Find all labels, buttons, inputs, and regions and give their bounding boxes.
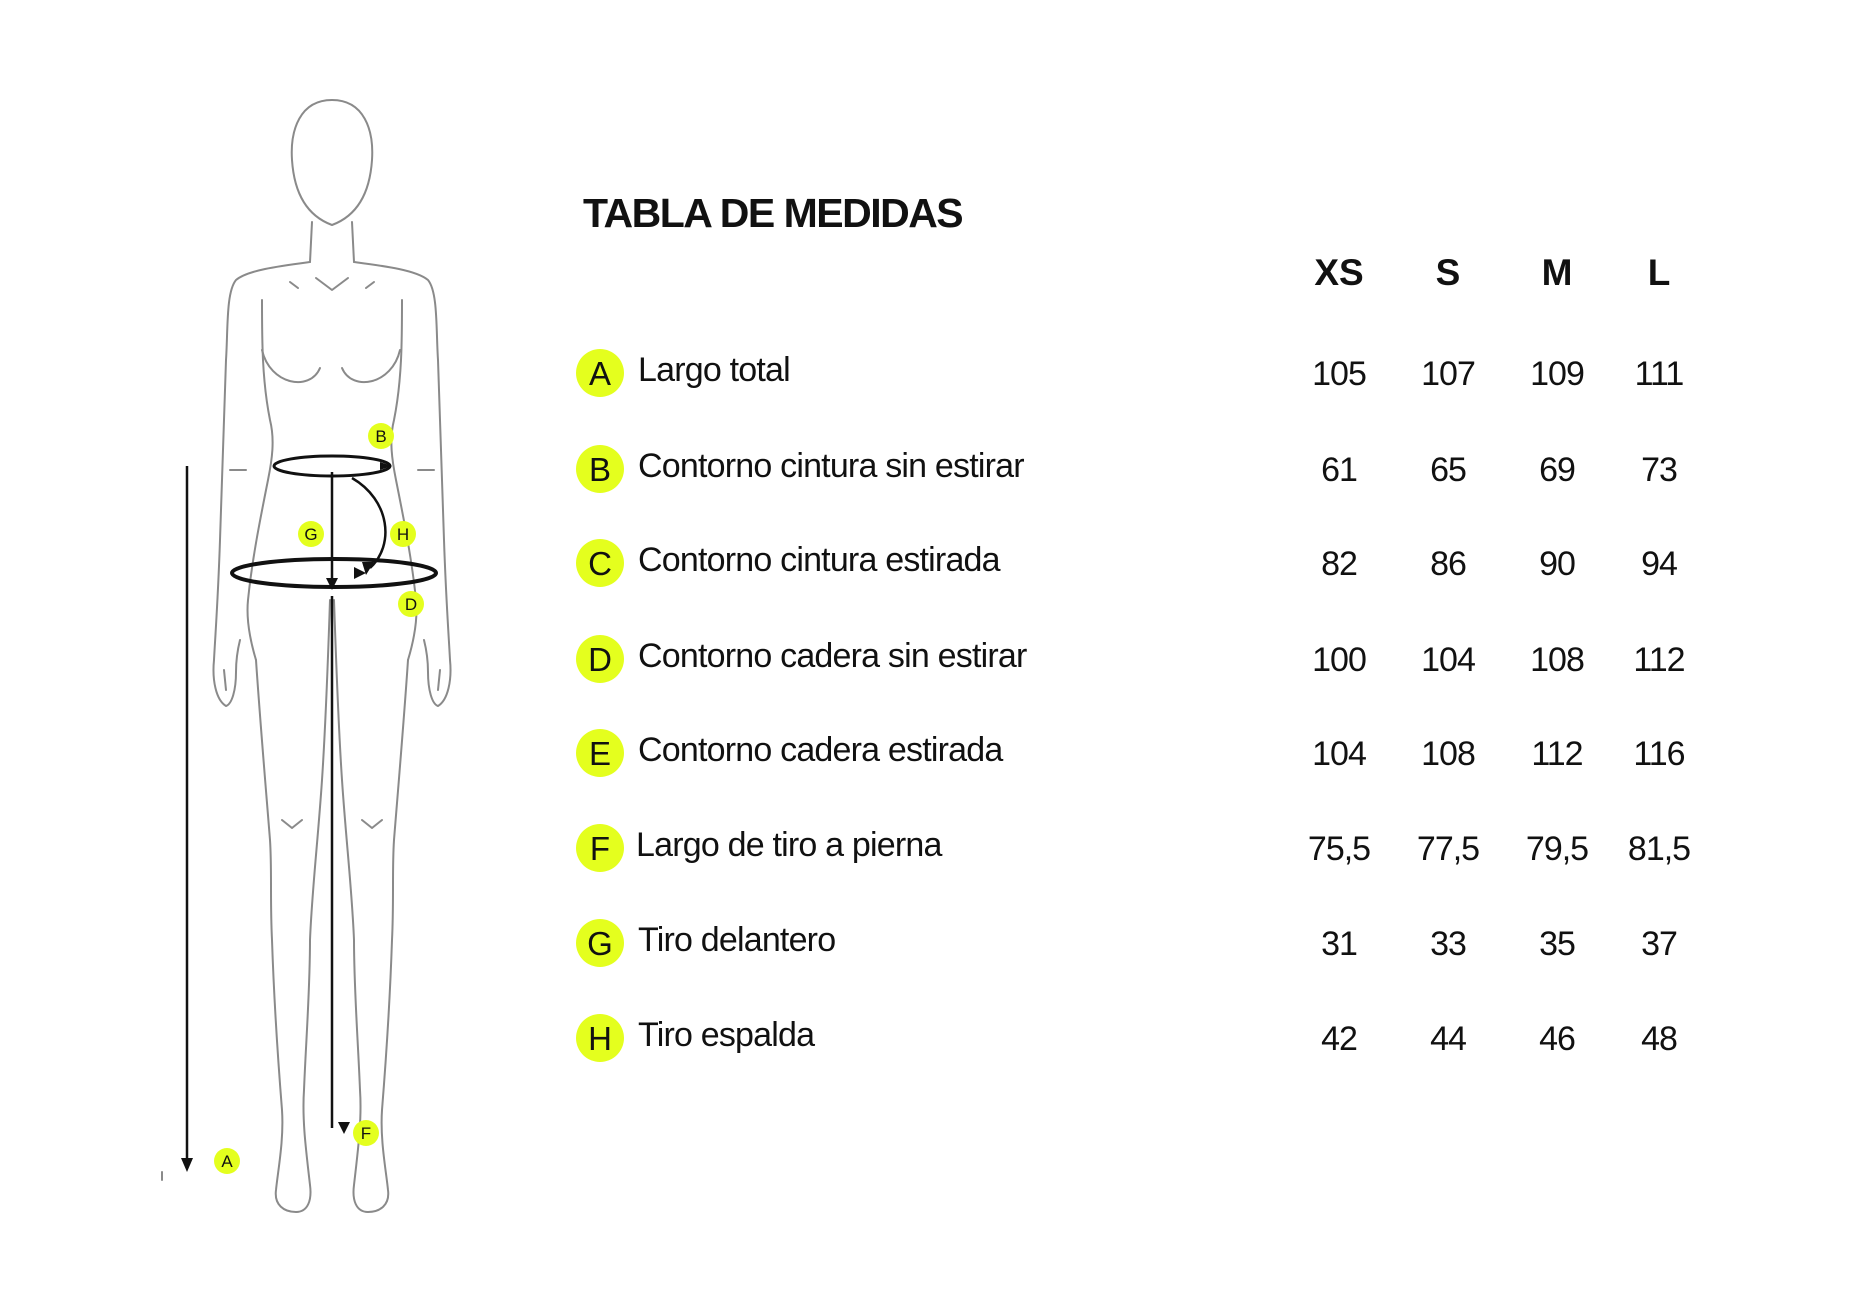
- measurement-row-c: [0, 533, 1869, 593]
- value-s: 77,5: [1416, 830, 1480, 868]
- value-l: 112: [1633, 641, 1685, 679]
- row-letter-badge: E: [576, 729, 624, 777]
- page-title: TABLA DE MEDIDAS: [583, 190, 963, 236]
- row-letter-badge: H: [576, 1014, 624, 1062]
- measurement-row-h: [0, 1008, 1869, 1068]
- figure-neck-outline: [310, 222, 354, 262]
- row-label: Largo de tiro a pierna: [636, 826, 942, 864]
- row-label: Contorno cintura estirada: [638, 541, 1000, 579]
- value-xs: 75,5: [1307, 830, 1371, 868]
- value-l: 73: [1641, 451, 1677, 489]
- value-xs: 61: [1321, 451, 1357, 489]
- measurement-row-b: [0, 439, 1869, 499]
- figure-left-leg-outline: [256, 600, 330, 1212]
- row-letter-badge: C: [576, 539, 624, 587]
- measurement-row-g: [0, 913, 1869, 973]
- value-s: 86: [1430, 545, 1466, 583]
- measurement-row-f: [0, 818, 1869, 878]
- row-label: Largo total: [638, 351, 790, 389]
- value-s: 44: [1430, 1020, 1466, 1058]
- value-xs: 42: [1321, 1020, 1357, 1058]
- row-letter-badge: F: [576, 824, 624, 872]
- row-letter-badge: B: [576, 445, 624, 493]
- value-l: 81,5: [1627, 830, 1691, 868]
- value-xs: 100: [1312, 641, 1366, 679]
- svg-text:G: G: [304, 525, 318, 544]
- value-l: 94: [1641, 545, 1677, 583]
- row-label: Contorno cintura sin estirar: [638, 447, 1024, 485]
- figure-marker-a: [214, 1148, 240, 1174]
- svg-text:D: D: [404, 595, 418, 614]
- figure-right-leg-outline: [334, 600, 408, 1212]
- value-xs: 31: [1321, 925, 1357, 963]
- value-m: 108: [1530, 641, 1584, 679]
- value-m: 35: [1539, 925, 1575, 963]
- row-label: Tiro delantero: [638, 921, 836, 959]
- measurement-row-e: [0, 723, 1869, 783]
- row-label: Contorno cadera sin estirar: [638, 637, 1027, 675]
- value-l: 37: [1641, 925, 1677, 963]
- value-m: 112: [1531, 735, 1583, 773]
- svg-text:F: F: [360, 1124, 372, 1143]
- row-label: Contorno cadera estirada: [638, 731, 1003, 769]
- value-xs: 104: [1312, 735, 1366, 773]
- value-s: 65: [1430, 451, 1466, 489]
- figure-marker-d: [398, 591, 424, 617]
- svg-text:H: H: [396, 525, 410, 544]
- figure-head-outline: [292, 100, 372, 225]
- value-s: 104: [1421, 641, 1475, 679]
- size-header-m: M: [1541, 252, 1573, 293]
- value-s: 108: [1421, 735, 1475, 773]
- value-s: 33: [1430, 925, 1466, 963]
- value-l: 48: [1641, 1020, 1677, 1058]
- measurement-row-a: [0, 343, 1869, 403]
- value-s: 107: [1421, 355, 1475, 393]
- value-m: 46: [1539, 1020, 1575, 1058]
- size-header-l: L: [1647, 252, 1671, 293]
- value-l: 111: [1634, 355, 1684, 393]
- row-letter-badge: A: [576, 349, 624, 397]
- row-label: Tiro espalda: [638, 1016, 815, 1054]
- measurement-row-d: [0, 629, 1869, 689]
- figure-marker-f: [353, 1120, 379, 1146]
- value-m: 79,5: [1525, 830, 1589, 868]
- svg-text:A: A: [221, 1152, 233, 1171]
- value-xs: 82: [1321, 545, 1357, 583]
- value-l: 116: [1633, 735, 1685, 773]
- value-m: 69: [1539, 451, 1575, 489]
- value-m: 90: [1539, 545, 1575, 583]
- size-header-s: S: [1435, 252, 1461, 293]
- value-m: 109: [1530, 355, 1584, 393]
- row-letter-badge: G: [576, 919, 624, 967]
- size-header-xs: XS: [1314, 252, 1364, 293]
- value-xs: 105: [1312, 355, 1366, 393]
- row-letter-badge: D: [576, 635, 624, 683]
- svg-text:B: B: [375, 427, 387, 446]
